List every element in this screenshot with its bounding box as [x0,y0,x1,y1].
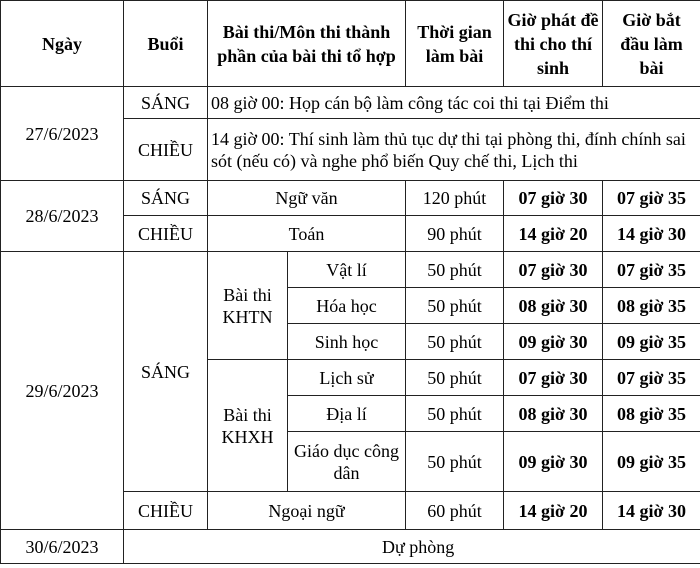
duration-cell: 50 phút [406,360,504,396]
subject-cell: Toán [208,216,406,252]
duration-cell: 60 phút [406,492,504,530]
session-cell: CHIỀU [124,216,208,252]
subject-cell: Ngữ văn [208,181,406,216]
issue-time-cell: 07 giờ 30 [504,360,603,396]
exam-group-cell: Bài thi KHXH [208,360,288,492]
duration-cell: 50 phút [406,288,504,324]
duration-cell: 120 phút [406,181,504,216]
subject-cell: Vật lí [288,252,406,288]
issue-time-cell: 08 giờ 30 [504,396,603,432]
issue-time-cell: 14 giờ 20 [504,492,603,530]
table-row [1,87,700,119]
issue-time-cell: 08 giờ 30 [504,288,603,324]
subject-cell: Lịch sử [288,360,406,396]
date-cell: 29/6/2023 [1,252,124,530]
header-ngay: Ngày [1,1,124,87]
issue-time-cell: 07 giờ 30 [504,252,603,288]
date-cell: 28/6/2023 [1,181,124,252]
start-time-cell: 07 giờ 35 [603,252,700,288]
header-buoi: Buổi [124,1,208,87]
subject-cell: Sinh học [288,324,406,360]
table-row [1,252,700,288]
exam-group-cell: Bài thi KHTN [208,252,288,360]
session-cell: SÁNG [124,252,208,492]
header-gio-bat-dau: Giờ bắt đầu làm bài [603,1,700,87]
issue-time-cell: 14 giờ 20 [504,216,603,252]
session-cell: CHIỀU [124,119,208,181]
duration-cell: 50 phút [406,252,504,288]
start-time-cell: 08 giờ 35 [603,396,700,432]
issue-time-cell: 09 giờ 30 [504,324,603,360]
date-cell: 27/6/2023 [1,87,124,181]
session-cell: SÁNG [124,181,208,216]
header-thoi-gian: Thời gian làm bài [406,1,504,87]
start-time-cell: 14 giờ 30 [603,216,700,252]
note-cell: 08 giờ 00: Họp cán bộ làm công tác coi thi tại Điểm thi [208,87,700,119]
start-time-cell: 09 giờ 35 [603,324,700,360]
table-row [1,181,700,216]
subject-cell: Giáo dục công dân [288,432,406,492]
header-bai-thi: Bài thi/Môn thi thành phần của bài thi tổ hợp [208,1,406,87]
subject-cell: Ngoại ngữ [208,492,406,530]
start-time-cell: 09 giờ 35 [603,432,700,492]
issue-time-cell: 09 giờ 30 [504,432,603,492]
start-time-cell: 14 giờ 30 [603,492,700,530]
note-cell: Dự phòng [124,530,700,564]
header-gio-phat: Giờ phát đề thi cho thí sinh [504,1,603,87]
start-time-cell: 07 giờ 35 [603,181,700,216]
session-cell: CHIỀU [124,492,208,530]
note-cell: 14 giờ 00: Thí sinh làm thủ tục dự thi tại phòng thi, đính chính sai sót (nếu có) và nghe phổ biến Quy chế thi, Lịch thi [208,119,700,181]
subject-cell: Địa lí [288,396,406,432]
header-row [1,1,700,87]
start-time-cell: 08 giờ 35 [603,288,700,324]
duration-cell: 90 phút [406,216,504,252]
duration-cell: 50 phút [406,432,504,492]
session-cell: SÁNG [124,87,208,119]
subject-cell: Hóa học [288,288,406,324]
duration-cell: 50 phút [406,396,504,432]
duration-cell: 50 phút [406,324,504,360]
issue-time-cell: 07 giờ 30 [504,181,603,216]
start-time-cell: 07 giờ 35 [603,360,700,396]
date-cell: 30/6/2023 [1,530,124,564]
table-row [1,530,700,564]
